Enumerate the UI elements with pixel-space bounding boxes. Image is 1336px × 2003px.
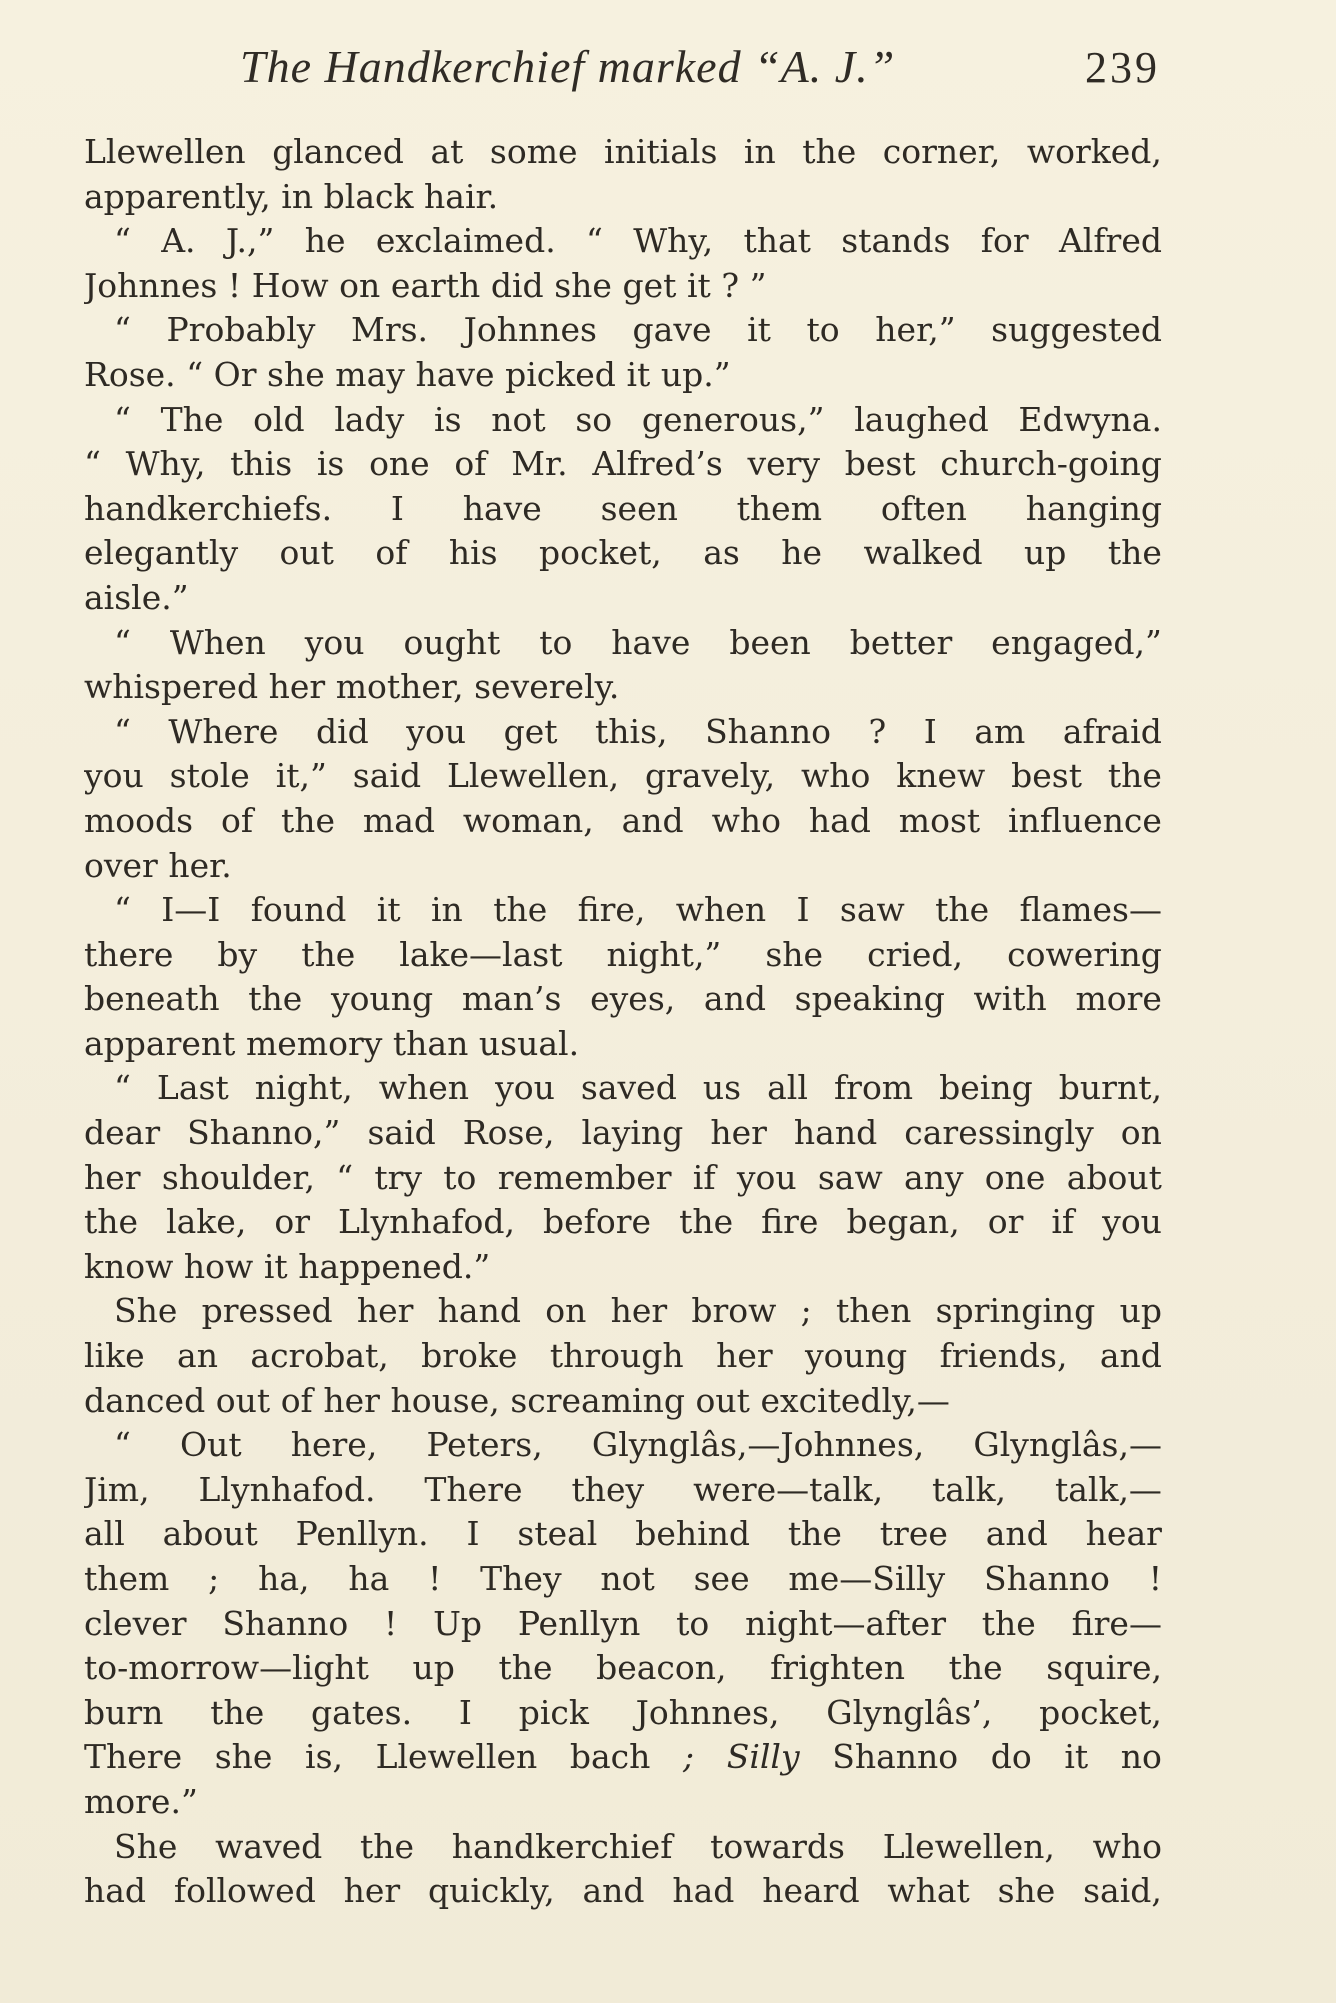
- text-line: “ A. J.,” he exclaimed. “ Why, that stands for Alfred: [114, 221, 1162, 261]
- text-line: aisle.”: [84, 577, 189, 617]
- text-line: clever Shanno ! Up Penllyn to night—after the fire—: [84, 1603, 1162, 1643]
- text-line: She waved the handkerchief towards Llewellen, who: [114, 1826, 1162, 1866]
- text-line: elegantly out of his pocket, as he walked up the: [84, 533, 1162, 573]
- text-line: you stole it,” said Llewellen, gravely, who knew best the: [84, 756, 1162, 796]
- text-line: “ Probably Mrs. Johnnes gave it to her,” suggested: [114, 310, 1162, 350]
- text-line: like an acrobat, broke through her young friends, and: [84, 1336, 1162, 1376]
- page-number: 239: [1085, 43, 1160, 92]
- text-line: There she is, Llewellen bach ; Silly Shanno do it no: [84, 1737, 1162, 1777]
- page-header: [240, 40, 1160, 110]
- text-line: “ Why, this is one of Mr. Alfred’s very best church-going: [84, 444, 1162, 484]
- text-line: there by the lake—last night,” she cried, cowering: [84, 934, 1162, 974]
- text-line: Jim, Llynhafod. There they were—talk, talk, talk,—: [84, 1469, 1162, 1509]
- text-line: danced out of her house, screaming out excitedly,—: [84, 1380, 950, 1420]
- text-line: Johnnes ! How on earth did she get it ? ”: [84, 265, 767, 305]
- body-text: [84, 130, 1162, 1914]
- text-line: Llewellen glanced at some initials in the corner, worked,: [84, 132, 1162, 171]
- text-line: all about Penllyn. I steal behind the tree and hear: [84, 1514, 1162, 1554]
- text-line: beneath the young man’s eyes, and speaking with more: [84, 979, 1162, 1019]
- text-line: “ Out here, Peters, Glynglâs,—Johnnes, Glynglâs,—: [114, 1425, 1162, 1465]
- text-line: dear Shanno,” said Rose, laying her hand caressingly on: [84, 1113, 1162, 1153]
- text-line: whispered her mother, severely.: [84, 667, 620, 707]
- text-line: “ Where did you get this, Shanno ? I am afraid: [114, 711, 1162, 751]
- text-line: know how it happened.”: [84, 1246, 491, 1286]
- text-line: to-morrow—light up the beacon, frighten the squire,: [84, 1648, 1162, 1688]
- text-line: “ The old lady is not so generous,” laughed Edwyna.: [114, 399, 1162, 439]
- text-line: “ When you ought to have been better engaged,”: [114, 622, 1162, 662]
- text-line: burn the gates. I pick Johnnes, Glynglâs’, pocket,: [84, 1692, 1162, 1732]
- text-line: “ I—I found it in the fire, when I saw the flames—: [114, 890, 1162, 930]
- text-line: over her.: [84, 845, 232, 885]
- text-line: had followed her quickly, and had heard what she said,: [84, 1871, 1162, 1911]
- text-line: more.”: [84, 1781, 198, 1821]
- text-line: She pressed her hand on her brow ; then springing up: [114, 1291, 1162, 1331]
- text-line: her shoulder, “ try to remember if you saw any one about: [84, 1157, 1162, 1197]
- text-line: “ Last night, when you saved us all from being burnt,: [114, 1068, 1162, 1108]
- text-line: the lake, or Llynhafod, before the fire began, or if you: [84, 1202, 1162, 1242]
- text-line: moods of the mad woman, and who had most influence: [84, 800, 1162, 840]
- running-title: The Handkerchief marked “A. J.”: [240, 41, 896, 92]
- text-line: them ; ha, ha ! They not see me—Silly Shanno !: [84, 1559, 1162, 1598]
- text-line: apparent memory than usual.: [84, 1023, 580, 1063]
- text-line: handkerchiefs. I have seen them often hanging: [84, 488, 1162, 528]
- text-line: apparently, in black hair.: [84, 176, 499, 216]
- text-line: Rose. “ Or she may have picked it up.”: [84, 354, 731, 394]
